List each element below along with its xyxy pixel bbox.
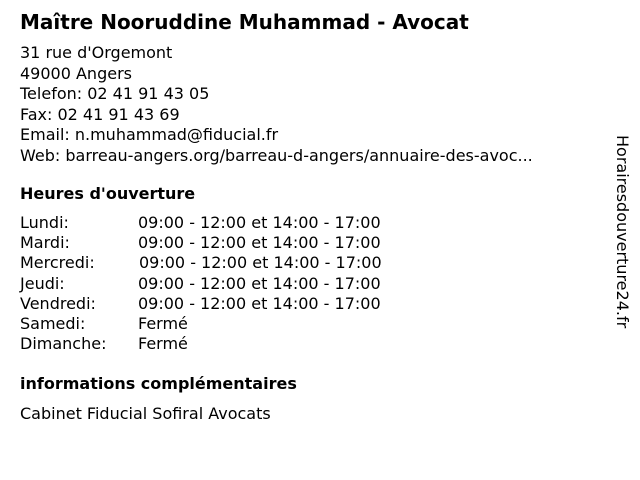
contact-block: [20, 43, 533, 166]
address-street: 31 rue d'Orgemont: [20, 43, 173, 62]
address-city: 49000 Angers: [20, 63, 132, 83]
hours-value: Fermé: [138, 334, 188, 354]
watermark-text: Horairesdouverture24.fr: [613, 135, 632, 329]
day-label: Mardi:: [20, 233, 70, 253]
opening-hours-list: [20, 213, 382, 354]
additional-info-heading: informations complémentaires: [20, 374, 297, 393]
watermark: [612, 135, 632, 370]
email-address: Email: n.muhammad@fiducial.fr: [20, 125, 279, 144]
hours-row-sunday: [20, 334, 188, 354]
phone-number: Telefon: 02 41 91 43 05: [20, 84, 210, 103]
hours-row-thursday: [20, 273, 381, 294]
hours-value: 09:00 - 12:00 et 14:00 - 17:00: [139, 253, 382, 273]
website-link: Web: barreau-angers.org/barreau-d-angers/annuaire-des-avoc...: [20, 145, 533, 165]
hours-row-saturday: [20, 313, 188, 334]
hours-row-monday: [20, 213, 381, 233]
hours-value: 09:00 - 12:00 et 14:00 - 17:00: [138, 233, 381, 253]
hours-value: 09:00 - 12:00 et 14:00 - 17:00: [138, 273, 381, 293]
day-label: Jeudi:: [20, 273, 65, 293]
hours-value: Fermé: [138, 313, 188, 333]
day-label: Vendredi:: [20, 293, 96, 313]
hours-row-tuesday: [20, 233, 381, 253]
day-label: Lundi:: [20, 213, 69, 232]
day-label: Dimanche:: [20, 334, 107, 354]
fax-number: Fax: 02 41 91 43 69: [20, 104, 180, 124]
day-label: Mercredi:: [20, 253, 95, 273]
hours-row-friday: [20, 293, 381, 314]
hours-value: 09:00 - 12:00 et 14:00 - 17:00: [138, 213, 381, 232]
additional-info-text: Cabinet Fiducial Sofiral Avocats: [20, 404, 271, 423]
page-title: Maître Nooruddine Muhammad - Avocat: [20, 10, 469, 34]
day-label: Samedi:: [20, 313, 86, 333]
hours-value: 09:00 - 12:00 et 14:00 - 17:00: [138, 293, 381, 313]
hours-row-wednesday: [20, 253, 382, 273]
opening-hours-heading: Heures d'ouverture: [20, 184, 196, 203]
